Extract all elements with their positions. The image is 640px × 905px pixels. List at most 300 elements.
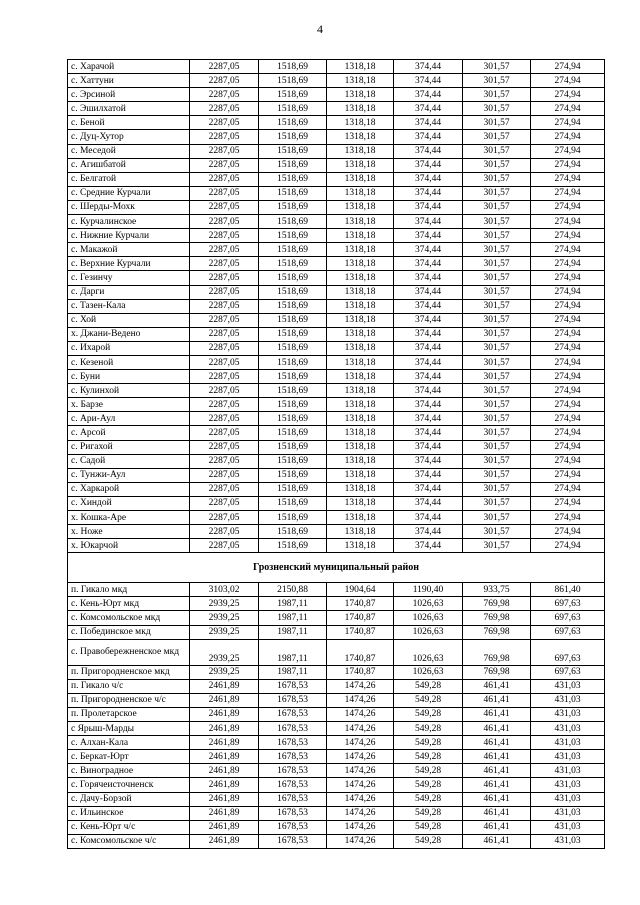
tariff-value-cell: 374,44 — [394, 355, 463, 369]
table-row — [68, 271, 605, 285]
table-row — [68, 639, 605, 665]
tariff-value-cell: 1318,18 — [327, 468, 394, 482]
table-row — [68, 679, 605, 693]
tariff-value-cell: 1474,26 — [327, 806, 394, 820]
tariff-value-cell: 374,44 — [394, 440, 463, 454]
table-row — [68, 144, 605, 158]
settlement-name-cell: с. Садой — [68, 454, 190, 468]
tariff-value-cell: 431,03 — [531, 722, 605, 736]
table-row — [68, 792, 605, 806]
tariff-value-cell: 301,57 — [463, 186, 531, 200]
table-row — [68, 313, 605, 327]
tariff-value-cell: 1518,69 — [259, 327, 327, 341]
tariff-value-cell: 1678,53 — [259, 764, 327, 778]
table-row — [68, 172, 605, 186]
tariff-value-cell: 1518,69 — [259, 426, 327, 440]
tariff-table — [67, 59, 605, 849]
tariff-value-cell: 1318,18 — [327, 74, 394, 88]
table-row — [68, 74, 605, 88]
tariff-value-cell: 1318,18 — [327, 482, 394, 496]
tariff-value-cell: 1318,18 — [327, 200, 394, 214]
tariff-value-cell: 1518,69 — [259, 482, 327, 496]
tariff-value-cell: 1474,26 — [327, 693, 394, 707]
tariff-value-cell: 431,03 — [531, 834, 605, 848]
tariff-value-cell: 461,41 — [463, 736, 531, 750]
tariff-value-cell: 2287,05 — [190, 299, 259, 313]
tariff-value-cell: 1740,87 — [327, 597, 394, 611]
table-row — [68, 693, 605, 707]
tariff-value-cell: 3103,02 — [190, 583, 259, 597]
tariff-value-cell: 274,94 — [531, 88, 605, 102]
tariff-value-cell: 301,57 — [463, 313, 531, 327]
tariff-value-cell: 1518,69 — [259, 440, 327, 454]
tariff-value-cell: 1518,69 — [259, 412, 327, 426]
tariff-value-cell: 431,03 — [531, 806, 605, 820]
tariff-value-cell: 2287,05 — [190, 88, 259, 102]
tariff-value-cell: 274,94 — [531, 243, 605, 257]
tariff-value-cell: 1518,69 — [259, 186, 327, 200]
tariff-value-cell: 1518,69 — [259, 384, 327, 398]
settlement-name-cell: с. Тазен-Кала — [68, 299, 190, 313]
settlement-name-cell: п. Гикало ч/с — [68, 679, 190, 693]
settlement-name-cell: п. Пригородненское мкд — [68, 665, 190, 679]
tariff-value-cell: 431,03 — [531, 792, 605, 806]
tariff-value-cell: 274,94 — [531, 384, 605, 398]
settlement-name-cell: с. Ихарой — [68, 341, 190, 355]
tariff-value-cell: 549,28 — [394, 820, 463, 834]
tariff-value-cell: 1318,18 — [327, 426, 394, 440]
tariff-value-cell: 374,44 — [394, 88, 463, 102]
tariff-value-cell: 301,57 — [463, 525, 531, 539]
tariff-value-cell: 431,03 — [531, 820, 605, 834]
table-row — [68, 384, 605, 398]
tariff-value-cell: 374,44 — [394, 243, 463, 257]
table-row — [68, 327, 605, 341]
tariff-value-cell: 301,57 — [463, 130, 531, 144]
tariff-value-cell: 2287,05 — [190, 539, 259, 553]
tariff-value-cell: 2461,89 — [190, 693, 259, 707]
tariff-value-cell: 1518,69 — [259, 539, 327, 553]
tariff-value-cell: 1318,18 — [327, 496, 394, 510]
tariff-value-cell: 1518,69 — [259, 102, 327, 116]
tariff-value-cell: 1518,69 — [259, 454, 327, 468]
settlement-name-cell: с. Комсомольское ч/с — [68, 834, 190, 848]
tariff-value-cell: 374,44 — [394, 285, 463, 299]
tariff-value-cell: 274,94 — [531, 60, 605, 74]
tariff-value-cell: 274,94 — [531, 74, 605, 88]
table-row — [68, 257, 605, 271]
tariff-value-cell: 301,57 — [463, 116, 531, 130]
settlement-name-cell: х. Джани-Ведено — [68, 327, 190, 341]
tariff-value-cell: 301,57 — [463, 426, 531, 440]
tariff-value-cell: 2287,05 — [190, 525, 259, 539]
tariff-value-cell: 1518,69 — [259, 398, 327, 412]
tariff-value-cell: 301,57 — [463, 327, 531, 341]
tariff-value-cell: 549,28 — [394, 806, 463, 820]
tariff-value-cell: 769,98 — [463, 665, 531, 679]
tariff-value-cell: 549,28 — [394, 722, 463, 736]
tariff-value-cell: 301,57 — [463, 355, 531, 369]
tariff-value-cell: 2287,05 — [190, 355, 259, 369]
tariff-value-cell: 1678,53 — [259, 722, 327, 736]
tariff-value-cell: 301,57 — [463, 341, 531, 355]
tariff-value-cell: 1474,26 — [327, 750, 394, 764]
tariff-value-cell: 1318,18 — [327, 186, 394, 200]
tariff-value-cell: 1318,18 — [327, 313, 394, 327]
tariff-value-cell: 274,94 — [531, 186, 605, 200]
settlement-name-cell: с. Ильинское — [68, 806, 190, 820]
tariff-value-cell: 1678,53 — [259, 679, 327, 693]
tariff-value-cell: 2287,05 — [190, 511, 259, 525]
settlement-name-cell: с. Гезинчу — [68, 271, 190, 285]
tariff-value-cell: 274,94 — [531, 496, 605, 510]
tariff-value-cell: 2287,05 — [190, 74, 259, 88]
table-row — [68, 511, 605, 525]
tariff-value-cell: 1518,69 — [259, 525, 327, 539]
settlement-name-cell: с. Курчалинское — [68, 215, 190, 229]
tariff-value-cell: 374,44 — [394, 271, 463, 285]
tariff-value-cell: 1318,18 — [327, 398, 394, 412]
tariff-value-cell: 2287,05 — [190, 313, 259, 327]
settlement-name-cell: с. Кень-Юрт мкд — [68, 597, 190, 611]
table-row — [68, 736, 605, 750]
tariff-value-cell: 301,57 — [463, 74, 531, 88]
tariff-value-cell: 301,57 — [463, 257, 531, 271]
settlement-name-cell: с. Верхние Курчали — [68, 257, 190, 271]
tariff-value-cell: 461,41 — [463, 750, 531, 764]
tariff-value-cell: 549,28 — [394, 679, 463, 693]
settlement-name-cell: с. Беной — [68, 116, 190, 130]
tariff-value-cell: 1474,26 — [327, 820, 394, 834]
tariff-value-cell: 1318,18 — [327, 440, 394, 454]
tariff-value-cell: 274,94 — [531, 158, 605, 172]
tariff-value-cell: 274,94 — [531, 299, 605, 313]
table-row — [68, 398, 605, 412]
tariff-value-cell: 374,44 — [394, 412, 463, 426]
tariff-value-cell: 1987,11 — [259, 665, 327, 679]
tariff-value-cell: 1026,63 — [394, 611, 463, 625]
tariff-value-cell: 374,44 — [394, 130, 463, 144]
settlement-name-cell: с. Макажой — [68, 243, 190, 257]
tariff-value-cell: 374,44 — [394, 229, 463, 243]
tariff-value-cell: 431,03 — [531, 707, 605, 721]
table-row — [68, 215, 605, 229]
tariff-value-cell: 1318,18 — [327, 229, 394, 243]
tariff-value-cell: 1318,18 — [327, 102, 394, 116]
tariff-value-cell: 1474,26 — [327, 778, 394, 792]
tariff-value-cell: 1518,69 — [259, 341, 327, 355]
tariff-value-cell: 374,44 — [394, 158, 463, 172]
tariff-value-cell: 769,98 — [463, 597, 531, 611]
tariff-value-cell: 2939,25 — [190, 611, 259, 625]
tariff-value-cell: 769,98 — [463, 625, 531, 639]
settlement-name-cell: с. Меседой — [68, 144, 190, 158]
tariff-value-cell: 301,57 — [463, 200, 531, 214]
tariff-table-body — [68, 60, 605, 849]
tariff-value-cell: 301,57 — [463, 454, 531, 468]
tariff-value-cell: 461,41 — [463, 806, 531, 820]
table-row — [68, 229, 605, 243]
tariff-value-cell: 431,03 — [531, 778, 605, 792]
table-row — [68, 454, 605, 468]
settlement-name-cell: с. Хаттуни — [68, 74, 190, 88]
table-row — [68, 707, 605, 721]
tariff-value-cell: 1518,69 — [259, 60, 327, 74]
tariff-value-cell: 374,44 — [394, 172, 463, 186]
tariff-value-cell: 1518,69 — [259, 468, 327, 482]
tariff-value-cell: 1678,53 — [259, 792, 327, 806]
tariff-value-cell: 461,41 — [463, 722, 531, 736]
tariff-value-cell: 2287,05 — [190, 468, 259, 482]
tariff-value-cell: 301,57 — [463, 215, 531, 229]
tariff-value-cell: 374,44 — [394, 384, 463, 398]
settlement-name-cell: с. Дарги — [68, 285, 190, 299]
tariff-value-cell: 1518,69 — [259, 229, 327, 243]
tariff-value-cell: 1318,18 — [327, 60, 394, 74]
tariff-value-cell: 374,44 — [394, 60, 463, 74]
tariff-value-cell: 301,57 — [463, 88, 531, 102]
tariff-value-cell: 1740,87 — [327, 639, 394, 665]
settlement-name-cell: с. Ари-Аул — [68, 412, 190, 426]
tariff-value-cell: 301,57 — [463, 468, 531, 482]
tariff-value-cell: 2461,89 — [190, 750, 259, 764]
tariff-value-cell: 1318,18 — [327, 454, 394, 468]
tariff-value-cell: 1740,87 — [327, 611, 394, 625]
table-row — [68, 102, 605, 116]
tariff-value-cell: 2287,05 — [190, 60, 259, 74]
table-row — [68, 806, 605, 820]
tariff-value-cell: 1518,69 — [259, 172, 327, 186]
tariff-value-cell: 1518,69 — [259, 257, 327, 271]
tariff-value-cell: 2461,89 — [190, 707, 259, 721]
tariff-value-cell: 2287,05 — [190, 440, 259, 454]
tariff-value-cell: 769,98 — [463, 639, 531, 665]
tariff-value-cell: 374,44 — [394, 102, 463, 116]
tariff-value-cell: 374,44 — [394, 496, 463, 510]
tariff-value-cell: 1678,53 — [259, 834, 327, 848]
tariff-value-cell: 274,94 — [531, 511, 605, 525]
tariff-value-cell: 1474,26 — [327, 679, 394, 693]
settlement-name-cell: п. Пригородненское ч/с — [68, 693, 190, 707]
tariff-value-cell: 549,28 — [394, 778, 463, 792]
tariff-value-cell: 769,98 — [463, 611, 531, 625]
tariff-value-cell: 374,44 — [394, 370, 463, 384]
settlement-name-cell: с Ярыш-Марды — [68, 722, 190, 736]
tariff-value-cell: 274,94 — [531, 327, 605, 341]
tariff-value-cell: 2461,89 — [190, 778, 259, 792]
tariff-value-cell: 2287,05 — [190, 257, 259, 271]
settlement-name-cell: с. Буни — [68, 370, 190, 384]
tariff-value-cell: 2461,89 — [190, 792, 259, 806]
tariff-value-cell: 301,57 — [463, 384, 531, 398]
tariff-value-cell: 1518,69 — [259, 158, 327, 172]
tariff-value-cell: 431,03 — [531, 764, 605, 778]
tariff-value-cell: 1318,18 — [327, 257, 394, 271]
table-row — [68, 341, 605, 355]
tariff-value-cell: 549,28 — [394, 764, 463, 778]
tariff-value-cell: 1678,53 — [259, 820, 327, 834]
settlement-name-cell: с. Кезеной — [68, 355, 190, 369]
tariff-value-cell: 374,44 — [394, 539, 463, 553]
settlement-name-cell: с. Беркат-Юрт — [68, 750, 190, 764]
tariff-value-cell: 274,94 — [531, 370, 605, 384]
tariff-value-cell: 274,94 — [531, 271, 605, 285]
tariff-value-cell: 461,41 — [463, 834, 531, 848]
settlement-name-cell: с. Кулинхой — [68, 384, 190, 398]
tariff-value-cell: 431,03 — [531, 736, 605, 750]
tariff-value-cell: 374,44 — [394, 511, 463, 525]
tariff-value-cell: 374,44 — [394, 215, 463, 229]
settlement-name-cell: с. Комсомольское мкд — [68, 611, 190, 625]
settlement-name-cell: с. Хиндой — [68, 496, 190, 510]
table-row — [68, 665, 605, 679]
tariff-value-cell: 1518,69 — [259, 215, 327, 229]
tariff-value-cell: 301,57 — [463, 539, 531, 553]
tariff-value-cell: 301,57 — [463, 285, 531, 299]
table-row — [68, 611, 605, 625]
tariff-value-cell: 1318,18 — [327, 539, 394, 553]
tariff-value-cell: 461,41 — [463, 679, 531, 693]
tariff-value-cell: 301,57 — [463, 299, 531, 313]
tariff-value-cell: 301,57 — [463, 60, 531, 74]
tariff-value-cell: 861,40 — [531, 583, 605, 597]
tariff-value-cell: 1026,63 — [394, 665, 463, 679]
settlement-name-cell: с. Харкарой — [68, 482, 190, 496]
tariff-value-cell: 697,63 — [531, 597, 605, 611]
tariff-value-cell: 1518,69 — [259, 200, 327, 214]
table-row — [68, 525, 605, 539]
tariff-value-cell: 301,57 — [463, 144, 531, 158]
tariff-value-cell: 274,94 — [531, 426, 605, 440]
tariff-value-cell: 274,94 — [531, 482, 605, 496]
tariff-value-cell: 1518,69 — [259, 144, 327, 158]
tariff-value-cell: 374,44 — [394, 313, 463, 327]
tariff-value-cell: 274,94 — [531, 398, 605, 412]
table-row — [68, 299, 605, 313]
table-row — [68, 355, 605, 369]
settlement-name-cell: с. Дуц-Хутор — [68, 130, 190, 144]
tariff-value-cell: 1474,26 — [327, 834, 394, 848]
tariff-value-cell: 1318,18 — [327, 158, 394, 172]
tariff-value-cell: 301,57 — [463, 370, 531, 384]
tariff-value-cell: 274,94 — [531, 285, 605, 299]
tariff-value-cell: 1904,64 — [327, 583, 394, 597]
settlement-name-cell: с. Агишбатой — [68, 158, 190, 172]
tariff-value-cell: 374,44 — [394, 74, 463, 88]
table-row — [68, 778, 605, 792]
tariff-value-cell: 1678,53 — [259, 707, 327, 721]
tariff-value-cell: 549,28 — [394, 707, 463, 721]
tariff-value-cell: 431,03 — [531, 679, 605, 693]
page-number: 4 — [317, 22, 323, 36]
tariff-value-cell: 1318,18 — [327, 215, 394, 229]
settlement-name-cell: х. Кошка-Аре — [68, 511, 190, 525]
tariff-value-cell: 1518,69 — [259, 116, 327, 130]
tariff-value-cell: 374,44 — [394, 468, 463, 482]
tariff-value-cell: 1318,18 — [327, 327, 394, 341]
tariff-value-cell: 549,28 — [394, 736, 463, 750]
tariff-value-cell: 2287,05 — [190, 412, 259, 426]
settlement-name-cell: с. Эрсиной — [68, 88, 190, 102]
tariff-value-cell: 374,44 — [394, 299, 463, 313]
table-row — [68, 625, 605, 639]
tariff-value-cell: 2287,05 — [190, 398, 259, 412]
tariff-value-cell: 461,41 — [463, 778, 531, 792]
settlement-name-cell: с. Горячеисточненск — [68, 778, 190, 792]
tariff-value-cell: 2287,05 — [190, 215, 259, 229]
tariff-value-cell: 2287,05 — [190, 426, 259, 440]
table-row — [68, 426, 605, 440]
tariff-value-cell: 301,57 — [463, 398, 531, 412]
table-row — [68, 200, 605, 214]
tariff-value-cell: 697,63 — [531, 665, 605, 679]
tariff-value-cell: 1678,53 — [259, 750, 327, 764]
tariff-value-cell: 374,44 — [394, 257, 463, 271]
table-row — [68, 834, 605, 848]
table-row — [68, 597, 605, 611]
settlement-name-cell: с. Дачу-Борзой — [68, 792, 190, 806]
table-row — [68, 468, 605, 482]
table-row — [68, 243, 605, 257]
tariff-value-cell: 1318,18 — [327, 355, 394, 369]
tariff-value-cell: 1678,53 — [259, 806, 327, 820]
tariff-value-cell: 2461,89 — [190, 764, 259, 778]
settlement-name-cell: с. Побединское мкд — [68, 625, 190, 639]
settlement-name-cell: с. Эшилхатой — [68, 102, 190, 116]
tariff-value-cell: 274,94 — [531, 468, 605, 482]
tariff-value-cell: 274,94 — [531, 102, 605, 116]
tariff-value-cell: 274,94 — [531, 313, 605, 327]
tariff-value-cell: 2461,89 — [190, 736, 259, 750]
tariff-value-cell: 1518,69 — [259, 88, 327, 102]
tariff-value-cell: 1474,26 — [327, 792, 394, 806]
tariff-value-cell: 2287,05 — [190, 186, 259, 200]
tariff-value-cell: 1987,11 — [259, 597, 327, 611]
table-row — [68, 583, 605, 597]
tariff-value-cell: 2939,25 — [190, 597, 259, 611]
settlement-name-cell: с. Нижние Курчали — [68, 229, 190, 243]
tariff-value-cell: 2461,89 — [190, 679, 259, 693]
tariff-value-cell: 1318,18 — [327, 341, 394, 355]
tariff-value-cell: 1318,18 — [327, 285, 394, 299]
tariff-value-cell: 274,94 — [531, 440, 605, 454]
tariff-value-cell: 274,94 — [531, 412, 605, 426]
table-row — [68, 412, 605, 426]
tariff-value-cell: 374,44 — [394, 398, 463, 412]
tariff-value-cell: 1740,87 — [327, 625, 394, 639]
tariff-value-cell: 2287,05 — [190, 341, 259, 355]
tariff-value-cell: 2287,05 — [190, 327, 259, 341]
tariff-value-cell: 1318,18 — [327, 116, 394, 130]
settlement-name-cell: с. Ригахой — [68, 440, 190, 454]
tariff-value-cell: 1518,69 — [259, 285, 327, 299]
tariff-value-cell: 301,57 — [463, 229, 531, 243]
settlement-name-cell: х. Барзе — [68, 398, 190, 412]
tariff-value-cell: 1318,18 — [327, 525, 394, 539]
tariff-value-cell: 274,94 — [531, 341, 605, 355]
table-row — [68, 820, 605, 834]
tariff-value-cell: 301,57 — [463, 172, 531, 186]
tariff-value-cell: 1518,69 — [259, 496, 327, 510]
tariff-value-cell: 1474,26 — [327, 736, 394, 750]
tariff-value-cell: 1318,18 — [327, 299, 394, 313]
tariff-value-cell: 274,94 — [531, 200, 605, 214]
table-row — [68, 722, 605, 736]
settlement-name-cell: п. Пролетарское — [68, 707, 190, 721]
tariff-value-cell: 1474,26 — [327, 722, 394, 736]
tariff-value-cell: 2287,05 — [190, 496, 259, 510]
tariff-value-cell: 2461,89 — [190, 834, 259, 848]
